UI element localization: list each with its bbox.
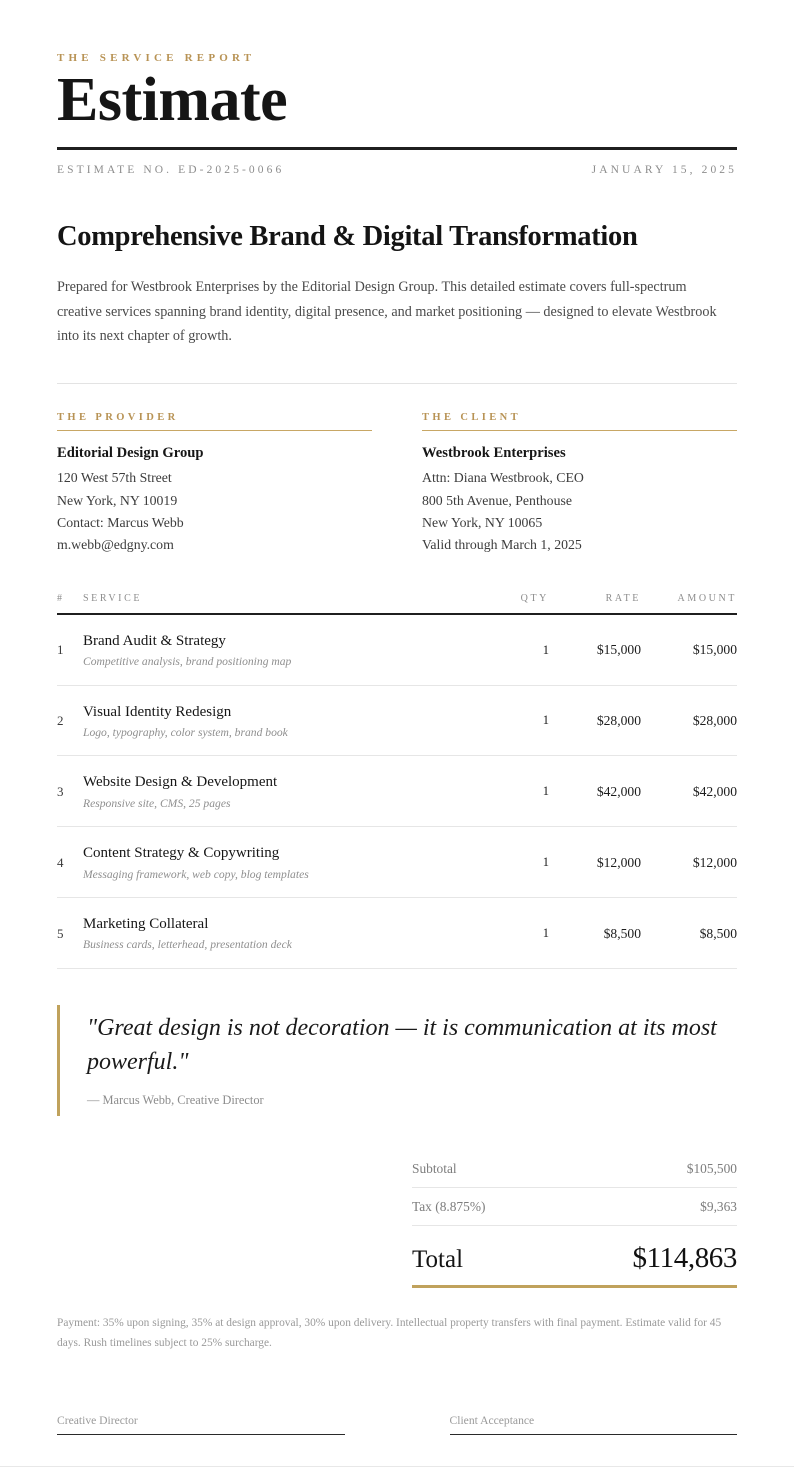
service-name: Visual Identity Redesign [83,703,232,720]
provider-name: Editorial Design Group [57,444,204,461]
row-qty: 1 [477,898,549,969]
totals-section [57,1150,737,1288]
row-rate: $15,000 [549,614,641,685]
document-meta [57,164,737,176]
row-amount: $15,000 [641,614,737,685]
provider-address-line: New York, NY 10019 [57,492,178,508]
page-title: Estimate [57,66,288,134]
service-description: Business cards, letterhead, presentation deck [83,938,292,952]
service-description: Responsive site, CMS, 25 pages [83,796,231,810]
tax-row [412,1188,737,1226]
row-number: 5 [57,898,83,969]
service-description: Competitive analysis, brand positioning map [83,654,292,668]
row-amount: $28,000 [641,685,737,756]
row-service [83,685,477,756]
row-number: 3 [57,756,83,827]
row-qty: 1 [477,614,549,685]
line-items-table [57,593,737,969]
column-header-amount: AMOUNT [641,593,737,614]
project-summary [57,220,737,349]
pull-quote [57,1005,737,1116]
client-attn-line: Attn: Diana Westbrook, CEO [422,470,584,486]
provider-contact-line: Contact: Marcus Webb [57,514,184,530]
service-name: Brand Audit & Strategy [83,632,226,649]
client-address-line: 800 5th Avenue, Penthouse [422,492,572,508]
row-amount: $12,000 [641,827,737,898]
column-header-service: SERVICE [83,593,477,614]
row-rate: $28,000 [549,685,641,756]
row-qty: 1 [477,756,549,827]
row-service [83,756,477,827]
service-description: Logo, typography, color system, brand book [83,725,288,739]
table-header [57,593,737,614]
project-description: Prepared for Westbrook Enterprises by the Editorial Design Group. This detailed estimate covers full-spectrum creative services spanning brand identity, digital presence, and market positioning — designed to elevate Westbrook into its next chapter of growth. [57,279,717,345]
estimate-number: ESTIMATE NO. ED-2025-0066 [57,163,285,176]
signature-section [57,1414,737,1475]
grand-total-row [412,1226,737,1288]
signature-client-acceptance[interactable] [450,1414,738,1435]
service-description: Messaging framework, web copy, blog templates [83,867,309,881]
row-qty: 1 [477,685,549,756]
row-rate: $42,000 [549,756,641,827]
table-row [57,614,737,685]
quote-attribution: — Marcus Webb, Creative Director [87,1093,264,1108]
line-items-section [57,593,737,969]
table-header-row [57,593,737,614]
terms-text: Payment: 35% upon signing, 35% at design approval, 30% upon delivery. Intellectual property transfers with final payment. Estimate valid for 45 days. Rush timelines subject to 25% surcharge. [57,1317,722,1350]
section-divider [57,383,737,384]
service-name: Website Design & Development [83,774,278,791]
subtotal-label: Subtotal [412,1161,457,1177]
client-address-line: New York, NY 10065 [422,514,543,530]
provider-label: THE PROVIDER [57,412,372,431]
column-header-rate: RATE [549,593,641,614]
client-label: THE CLIENT [422,412,737,431]
column-header-number: # [57,593,83,614]
totals-block [412,1150,737,1288]
subtotal-value: $105,500 [686,1161,737,1177]
estimate-date: JANUARY 15, 2025 [591,163,737,176]
client-validity-line: Valid through March 1, 2025 [422,537,582,553]
masthead-divider [57,147,737,150]
table-row [57,898,737,969]
row-amount: $8,500 [641,898,737,969]
row-rate: $12,000 [549,827,641,898]
table-row [57,685,737,756]
signature-creative-director[interactable] [57,1414,345,1435]
eyebrow-label: THE SERVICE REPORT [57,52,256,64]
masthead [57,0,737,176]
client-name: Westbrook Enterprises [422,444,566,461]
row-rate: $8,500 [549,898,641,969]
row-service [83,614,477,685]
row-amount: $42,000 [641,756,737,827]
signature-line[interactable] [450,1434,738,1435]
column-header-qty: QTY [477,593,549,614]
service-name: Marketing Collateral [83,916,209,933]
table-row [57,756,737,827]
service-name: Content Strategy & Copywriting [83,845,280,862]
grand-total-label: Total [412,1246,464,1274]
signature-line[interactable] [57,1434,345,1435]
row-qty: 1 [477,827,549,898]
subtotal-row [412,1150,737,1188]
table-row [57,827,737,898]
row-service [83,898,477,969]
table-body [57,614,737,969]
provider-block [57,412,372,557]
provider-address-line: 120 West 57th Street [57,470,172,486]
signature-label-client-acceptance: Client Acceptance [449,1414,535,1428]
provider-email-line: m.webb@edgny.com [57,537,174,553]
signature-label-creative-director: Creative Director [57,1414,138,1428]
parties-section [57,412,737,557]
row-number: 1 [57,614,83,685]
quote-text: "Great design is not decoration — it is communication at its most powerful." [87,1015,717,1076]
row-number: 2 [57,685,83,756]
tax-value: $9,363 [700,1199,737,1215]
project-title: Comprehensive Brand & Digital Transformation [57,220,638,252]
row-number: 4 [57,827,83,898]
client-block [422,412,737,557]
tax-label: Tax (8.875%) [412,1199,486,1215]
grand-total-value: $114,863 [632,1242,737,1275]
row-service [83,827,477,898]
